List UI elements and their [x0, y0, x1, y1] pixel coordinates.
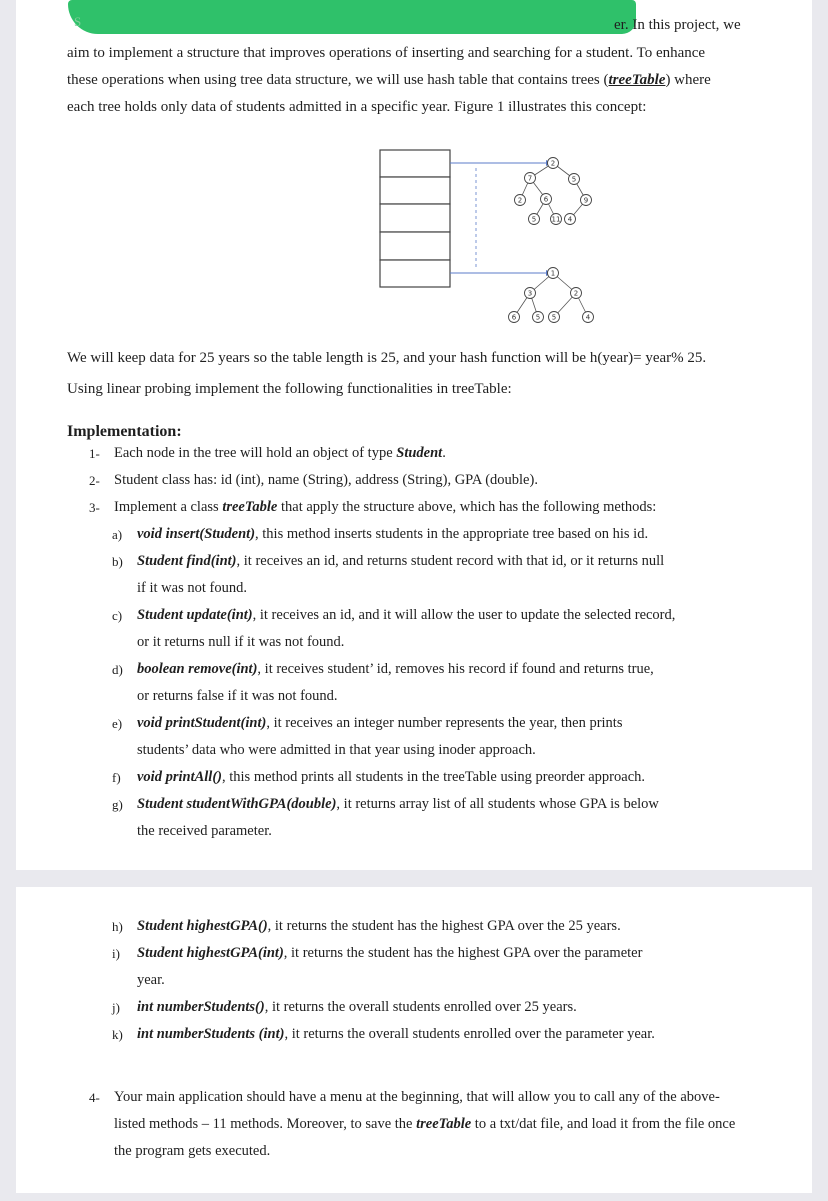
method-a-line-1: void insert(Student), this method inserts students in the appropriate tree based on his id.	[137, 526, 649, 542]
item-2-text: Student class has: id (int), name (String), address (String), GPA (double).	[114, 472, 538, 488]
method-b-letter: b)	[112, 554, 123, 569]
svg-text:1: 1	[550, 269, 556, 278]
intro-line-4: each tree holds only data of students admitted in a specific year. Figure 1 illustrates this concept:	[67, 99, 647, 115]
method-b-line-1: Student find(int), it receives an id, and returns student record with that id, or it returns null	[137, 553, 665, 569]
tree-node	[548, 268, 559, 279]
item-1-number: 1-	[89, 446, 100, 461]
tree-node	[569, 174, 580, 185]
method-f-line-1: void printAll(), this method prints all students in the treeTable using preorder approach.	[137, 769, 645, 785]
tree-year-a	[515, 158, 592, 225]
item-4-line-2: listed methods – 11 methods. Moreover, to save the treeTable to a txt/dat file, and load it from the file once	[114, 1116, 736, 1132]
item-4-line-3: the program gets executed.	[114, 1143, 271, 1159]
method-c-line-1: Student update(int), it receives an id, and it will allow the user to update the selected record,	[137, 607, 676, 623]
svg-text:5: 5	[571, 175, 577, 184]
method-g-line-1: Student studentWithGPA(double), it returns array list of all students whose GPA is below	[137, 796, 659, 812]
tree-node	[549, 312, 560, 323]
method-i-line-1: Student highestGPA(int), it returns the student has the highest GPA over the parameter	[137, 945, 643, 961]
svg-text:6: 6	[511, 313, 517, 322]
method-i-line-2: year.	[137, 972, 165, 988]
hash-table	[380, 150, 450, 287]
method-d-line-1: boolean remove(int), it receives student’ id, removes his record if found and returns true,	[137, 661, 654, 677]
document-page-2	[16, 887, 812, 1193]
method-k-line-1: int numberStudents (int), it returns the overall students enrolled over the parameter year.	[137, 1026, 655, 1042]
method-j-letter: j)	[112, 1000, 120, 1015]
implementation-heading: Implementation:	[67, 423, 182, 440]
treetable-term: treeTable	[608, 72, 666, 88]
svg-text:5: 5	[535, 313, 541, 322]
item-3-number: 3-	[89, 500, 100, 515]
item-3-text: Implement a class treeTable that apply the structure above, which has the following methods:	[114, 499, 657, 515]
tree-node	[551, 214, 562, 225]
paragraph-table-length: We will keep data for 25 years so the table length is 25, and your hash function will be h(year)= year% 25.	[67, 350, 707, 366]
tree-node	[525, 288, 536, 299]
method-b-line-2: if it was not found.	[137, 580, 247, 596]
tree-node	[581, 195, 592, 206]
method-g-letter: g)	[112, 797, 123, 812]
svg-text:6: 6	[543, 195, 549, 204]
svg-text:7: 7	[527, 174, 533, 183]
svg-text:5: 5	[531, 215, 537, 224]
method-g-line-2: the received parameter.	[137, 823, 272, 839]
item-1-text: Each node in the tree will hold an object of type Student.	[114, 445, 446, 461]
redaction-highlight	[68, 0, 636, 34]
figure-hash-table-of-trees	[378, 148, 598, 328]
method-e-letter: e)	[112, 716, 123, 731]
method-f-letter: f)	[112, 770, 121, 785]
tree-node	[529, 214, 540, 225]
method-c-line-2: or it returns null if it was not found.	[137, 634, 345, 650]
method-k-letter: k)	[112, 1027, 123, 1042]
item-2-number: 2-	[89, 473, 100, 488]
svg-text:11: 11	[551, 215, 561, 224]
document-page-1	[16, 0, 812, 870]
item-4-number: 4-	[89, 1090, 100, 1105]
svg-text:2: 2	[550, 159, 556, 168]
method-e-line-1: void printStudent(int), it receives an integer number represents the year, then prints	[137, 715, 623, 731]
intro-line-2: aim to implement a structure that improves operations of inserting and searching for a student. To enhance	[67, 45, 706, 61]
svg-text:4: 4	[567, 215, 573, 224]
method-a-letter: a)	[112, 527, 123, 542]
method-d-line-2: or returns false if it was not found.	[137, 688, 338, 704]
svg-text:2: 2	[517, 196, 523, 205]
redacted-letter: S	[74, 14, 82, 29]
method-e-line-2: students’ data who were admitted in that year using inoder approach.	[137, 742, 536, 758]
paragraph-linear-probing: Using linear probing implement the following functionalities in treeTable:	[67, 381, 512, 397]
method-h-letter: h)	[112, 919, 123, 934]
tree-node	[541, 194, 552, 205]
tree-node	[525, 173, 536, 184]
tree-node	[548, 158, 559, 169]
intro-line-3: these operations when using tree data structure, we will use hash table that contains trees (treeTable) where	[67, 72, 711, 88]
tree-node	[533, 312, 544, 323]
item-4-line-1: Your main application should have a menu at the beginning, that will allow you to call any of the above-	[114, 1089, 720, 1105]
tree-node	[571, 288, 582, 299]
intro-line-1-tail: er. In this project, we	[614, 17, 741, 33]
method-j-line-1: int numberStudents(), it returns the overall students enrolled over 25 years.	[137, 999, 577, 1015]
svg-text:3: 3	[527, 289, 533, 298]
method-h-line-1: Student highestGPA(), it returns the student has the highest GPA over the 25 years.	[137, 918, 621, 934]
svg-text:9: 9	[583, 196, 589, 205]
tree-node	[583, 312, 594, 323]
svg-text:4: 4	[585, 313, 591, 322]
tree-node	[509, 312, 520, 323]
tree-node	[515, 195, 526, 206]
method-d-letter: d)	[112, 662, 123, 677]
tree-node	[565, 214, 576, 225]
svg-text:2: 2	[573, 289, 579, 298]
svg-text:5: 5	[551, 313, 557, 322]
tree-year-b	[509, 268, 594, 323]
method-i-letter: i)	[112, 946, 120, 961]
method-c-letter: c)	[112, 608, 123, 623]
